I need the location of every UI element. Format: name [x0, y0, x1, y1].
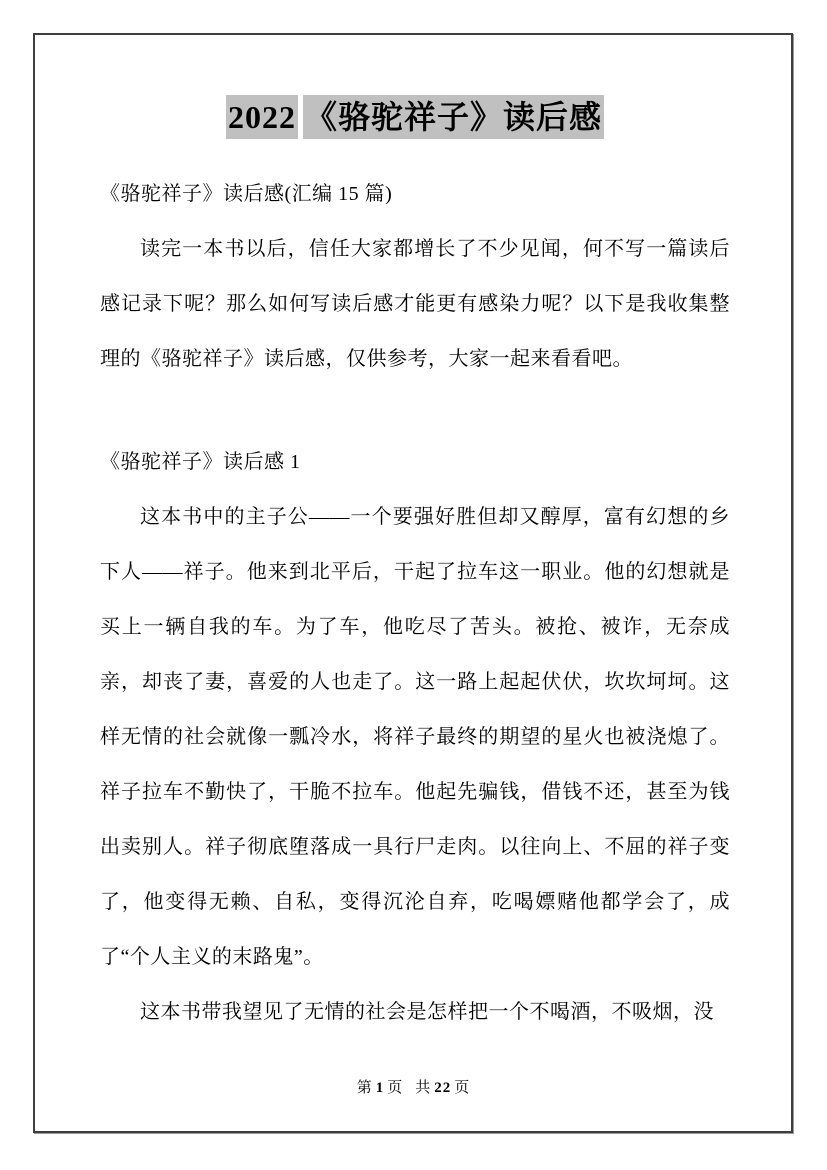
footer-total-pages: 22 — [434, 1080, 452, 1096]
section-1-paragraph-2: 这本书带我望见了无情的社会是怎样把一个不喝酒，不吸烟，没 — [140, 1001, 714, 1023]
footer-page-label-prefix: 第 — [356, 1080, 373, 1096]
section-1-paragraph-1: 这本书中的主子公——一个要强好胜但却又醇厚，富有幻想的乡下人——祥子。他来到北平后，干起了拉车这一职业。他的幻想就是买上一辆自我的车。为了车，他吃尽了苦头。被抢、被诈，无奈成亲，却丧了妻，喜爱的人也走了。这一路上起起伏伏，坎坎坷坷。这样无情的社会就像一瓢冷水，将祥子最终的期望的星火也被浇熄了。祥子拉车不勤快了，干脆不拉车。他起先骗钱，借钱不还，甚至为钱出卖别人。祥子彻底堕落成一具行尸走肉。以往向上、不屈的祥子变了，他变得无赖、自私，变得沉沦自弃，吃喝嫖赌他都学会了，成了“个人主义的末路鬼”。 — [100, 506, 730, 968]
title-text-highlight: 《骆驼祥子》读后感 — [303, 95, 604, 139]
document-title — [100, 97, 730, 137]
footer-total-label-suffix: 页 — [454, 1080, 471, 1096]
intro-paragraph: 读完一本书以后，信任大家都增长了不少见闻，何不写一篇读后感记录下呢？那么如何写读后感才能更有感染力呢？以下是我收集整理的《骆驼祥子》读后感，仅供参考，大家一起来看看吧。 — [100, 238, 730, 370]
footer-page-label-suffix: 页 — [387, 1080, 404, 1096]
footer-page-number: 1 — [375, 1080, 385, 1096]
section-1-heading: 《骆驼祥子》读后感 1 — [100, 451, 301, 473]
collection-heading: 《骆驼祥子》读后感(汇编 15 篇) — [100, 183, 393, 205]
title-year-highlight: 2022 — [226, 95, 298, 139]
page-footer — [0, 1078, 827, 1098]
document-content — [100, 33, 730, 1040]
footer-total-label-prefix: 共 — [415, 1080, 432, 1096]
